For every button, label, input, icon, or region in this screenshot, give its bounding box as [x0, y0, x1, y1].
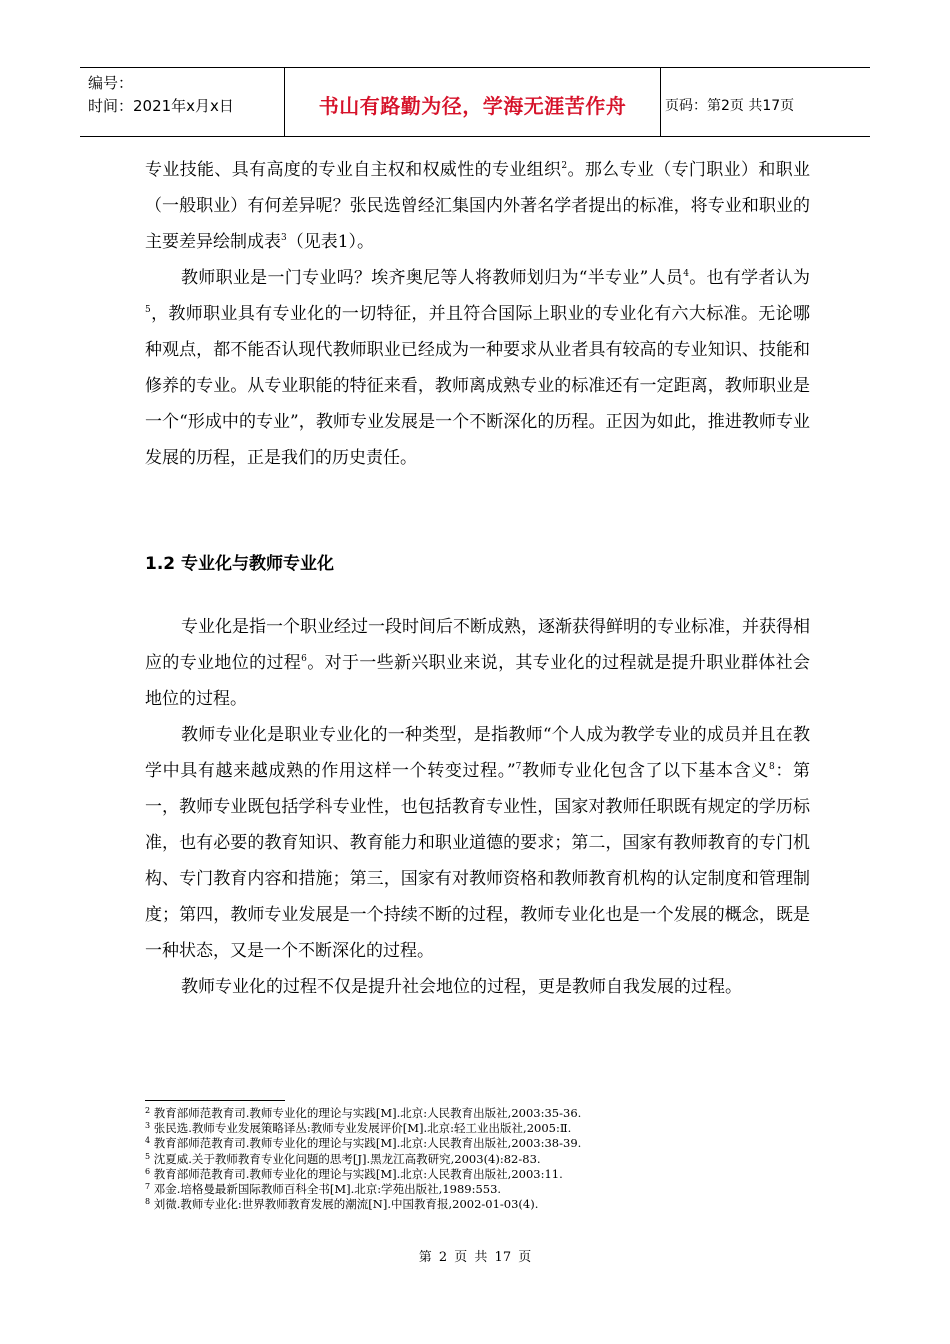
document-number-label: 编号：: [88, 74, 134, 92]
footnote-item: $^6$ 教育部师范教育司.教师专业化的理论与实践[M].北京:人民教育出版社,2003:11.: [145, 1166, 563, 1181]
paragraph-2: 教师职业是一门专业吗？埃齐奥尼等人将教师划归为“半专业”人员$^4$。也有学者认为$^5$，教师职业具有专业化的一切特征，并且符合国际上职业的专业化有六大标准。无论哪种观点，都不能否认现代教师职业已经成为一种要求从业者具有较高的专业知识、技能和修养的专业。从专业职能的特征来看，教师离成熟专业的标准还有一定距离，教师职业是一个“形成中的专业”，教师专业发展是一个不断深化的历程。正因为如此，推进教师专业发展的历程，正是我们的历史责任。: [145, 268, 810, 468]
footnote-separator: [145, 1100, 285, 1101]
header-page-info: 页码：第2页 共17页: [665, 98, 795, 114]
document-date-label: 时间：2021年x月x日: [88, 97, 234, 115]
footnote-ref: 7: [515, 762, 522, 772]
footnote-item: $^8$ 刘微.教师专业化:世界教师教育发展的潮流[N].中国教育报,2002-01-03(4).: [145, 1197, 539, 1212]
footnote-item: $^4$ 教育部师范教育司.教师专业化的理论与实践[M].北京:人民教育出版社,2003:38-39.: [145, 1136, 582, 1151]
paragraph-5: 教师专业化的过程不仅是提升社会地位的过程，更是教师自我发展的过程。: [181, 977, 742, 997]
header-motto: 书山有路勤为径，学海无涯苦作舟: [318, 94, 627, 118]
paragraph-3: 专业化是指一个职业经过一段时间后不断成熟，逐渐获得鲜明的专业标准，并获得相应的专业地位的过程$^6$。对于一些新兴职业来说，其专业化的过程就是提升职业群体社会地位的过程。: [145, 617, 811, 709]
footnote-item: $^3$ 张民选.教师专业发展策略译丛:教师专业发展评价[M].北京:轻工业出版社,2005:Ⅱ.: [145, 1121, 572, 1136]
paragraph-4: 教师专业化是职业专业化的一种类型，是指教师“个人成为教学专业的成员并且在教学中具有越来越成熟的作用这样一个转变过程。”$^7$教师专业化包含了以下基本含义$^8$：第一，教师专业既包括学科专业性，也包括教育专业性，国家对教师任职既有规定的学历标准，也有必要的教育知识、教育能力和职业道德的要求；第二，国家有教师教育的专门机构、专门教育内容和措施；第三，国家有对教师资格和教师教育机构的认定制度和管理制度；第四，教师专业发展是一个持续不断的过程，教师专业化也是一个发展的概念，既是一种状态，又是一个不断深化的过程。: [145, 725, 810, 961]
footnote-item: $^5$ 沈夏威.关于教师教育专业化问题的思考[J].黑龙江高教研究,2003(4):82-83.: [145, 1151, 541, 1166]
footnote-ref: 2: [561, 161, 568, 171]
footnotes: [145, 1106, 845, 1212]
body-text-top: [145, 152, 810, 476]
section-title: 1.2 专业化与教师专业化: [145, 554, 335, 574]
header-motto-cell: [285, 68, 661, 136]
footnote-ref: 8: [768, 762, 775, 772]
footnote-item: $^7$ 邓金.培格曼最新国际教师百科全书[M].北京:学苑出版社,1989:553.: [145, 1182, 502, 1197]
footnote-ref: 3: [281, 233, 287, 243]
page-footer: 第 2 页 共 17 页: [418, 1250, 532, 1265]
footnote-ref: 5: [145, 305, 151, 315]
footnote-ref: 4: [683, 269, 689, 279]
footnote-ref: 6: [301, 654, 307, 664]
header-page-cell: [661, 68, 870, 136]
body-text-bottom: [145, 609, 810, 1005]
footnote-item: $^2$ 教育部师范教育司.教师专业化的理论与实践[M].北京:人民教育出版社,2003:35-36.: [145, 1106, 582, 1120]
page-header: [80, 67, 870, 137]
header-left-cell: [80, 68, 285, 136]
paragraph-1: 专业技能、具有高度的专业自主权和权威性的专业组织$^2$。那么专业（专门职业）和职业（一般职业）有何差异呢？张民选曾经汇集国内外著名学者提出的标准，将专业和职业的主要差异绘制成表$^3$（见表1）。: [145, 160, 811, 252]
